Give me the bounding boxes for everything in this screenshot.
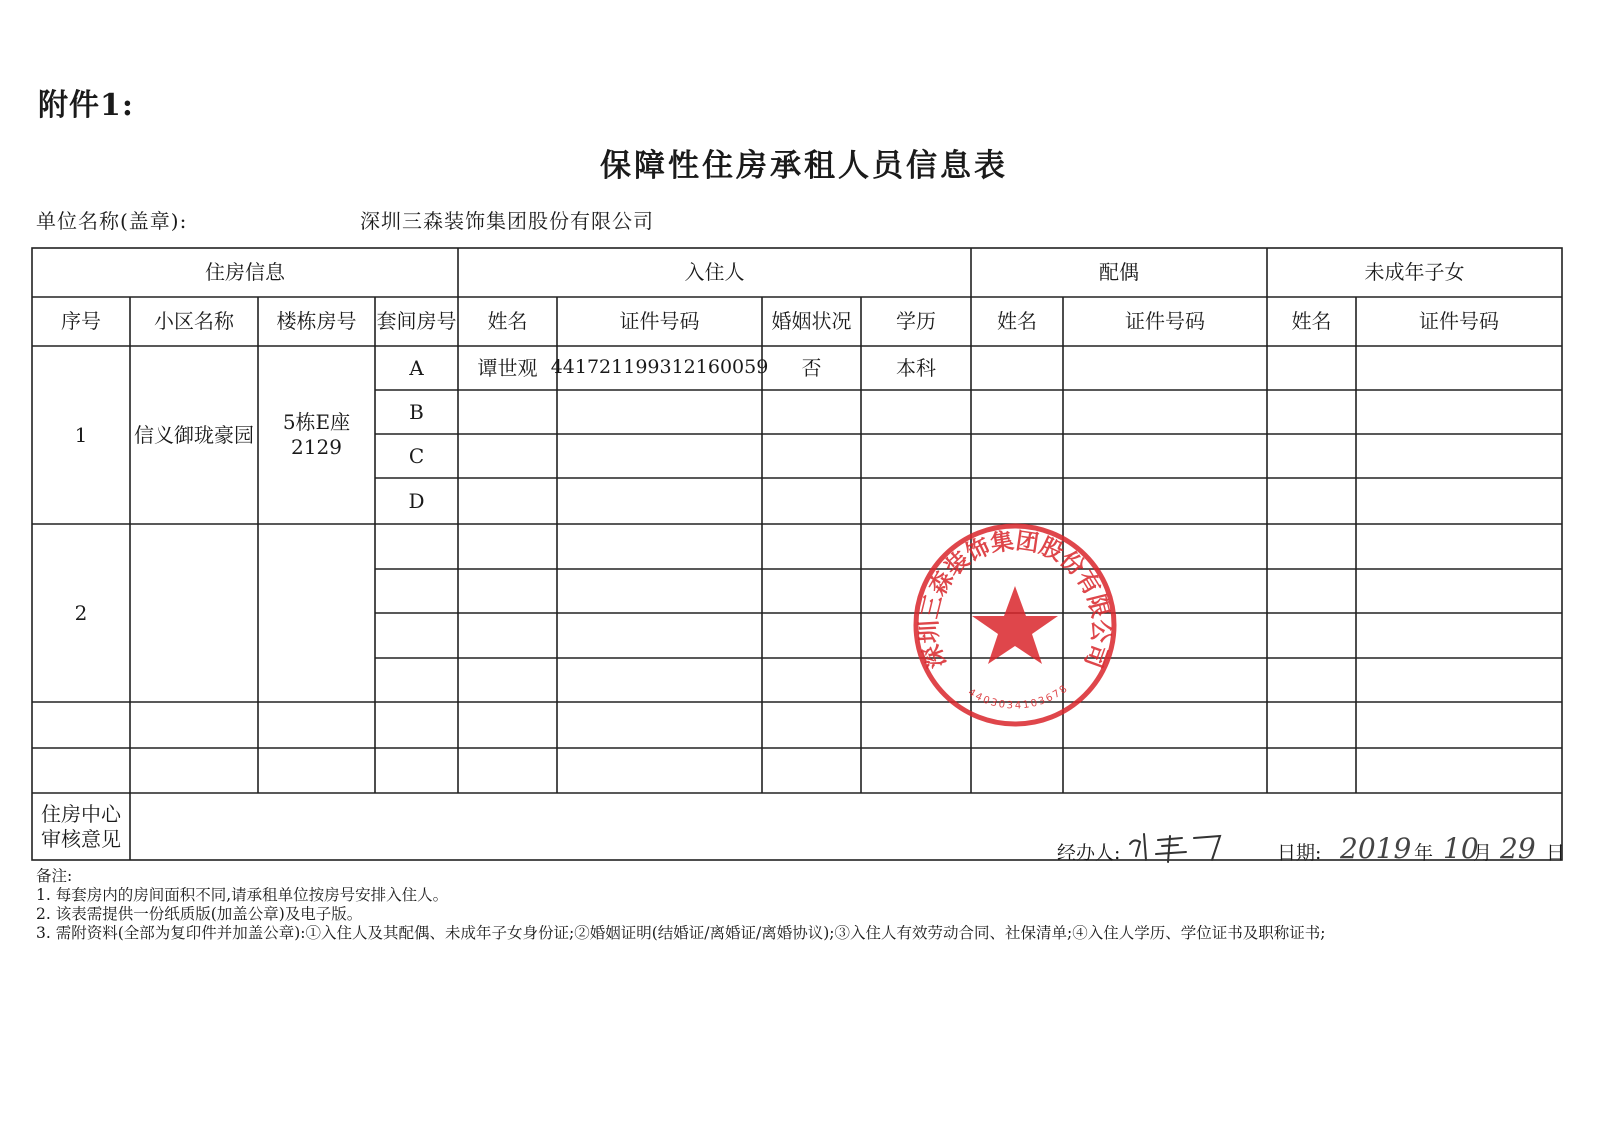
- group-tenant: 入住人: [684, 260, 745, 284]
- header-tenant-id: 证件号码: [619, 309, 700, 333]
- record-2-seq: 2: [74, 600, 88, 625]
- group-housing-info: 住房信息: [205, 260, 285, 284]
- note-item-3: 3. 需附资料(全部为复印件并加盖公章):①入住人及其配偶、未成年子女身份证;②婚姻证明(结婚证/离婚证/离婚协议);③入住人有效劳动合同、社保清单;④入住人学历、学位证书及职称证书;: [36, 924, 1326, 942]
- unit-name-label: 单位名称(盖章):: [36, 209, 188, 233]
- tenant-marital-status: 否: [801, 355, 822, 380]
- header-child-name: 姓名: [1291, 309, 1332, 333]
- note-item-1: 1. 每套房内的房间面积不同,请承租单位按房号安排入住人。: [36, 886, 449, 904]
- header-child-id: 证件号码: [1419, 309, 1499, 333]
- signer-label: 经办人:: [1057, 842, 1121, 864]
- notes-heading: 备注:: [36, 867, 73, 885]
- date-label: 日期:: [1277, 842, 1322, 864]
- record-1-building-room: 5栋E座2129: [282, 410, 351, 459]
- date-day-unit: 日: [1546, 842, 1566, 864]
- suite-c: C: [408, 443, 425, 468]
- handwritten-signature: [1124, 826, 1234, 866]
- date-year: 2019: [1340, 832, 1412, 865]
- company-seal: [910, 520, 1120, 730]
- header-marital-status: 婚姻状况: [771, 309, 852, 333]
- suite-d: D: [408, 488, 425, 513]
- attachment-label: 附件1:: [38, 88, 134, 123]
- unit-name-value: 深圳三森装饰集团股份有限公司: [360, 209, 654, 233]
- date-year-unit: 年: [1414, 842, 1434, 864]
- header-seq: 序号: [61, 309, 101, 333]
- group-spouse: 配偶: [1099, 260, 1139, 284]
- record-1-seq: 1: [74, 422, 88, 447]
- header-community: 小区名称: [154, 309, 234, 333]
- tenant-education: 本科: [896, 355, 936, 380]
- header-tenant-name: 姓名: [487, 309, 528, 333]
- header-suite: 套间房号: [376, 309, 457, 333]
- seal-text: 深圳三森装饰集团股份有限公司: [915, 527, 1115, 672]
- header-building-room: 楼栋房号: [276, 309, 357, 333]
- date-month: 10: [1443, 832, 1479, 865]
- note-item-2: 2. 该表需提供一份纸质版(加盖公章)及电子版。: [36, 905, 363, 923]
- tenant-id-number: 441721199312160059: [550, 356, 769, 379]
- notes-section: [36, 867, 1546, 943]
- star-icon: [972, 586, 1058, 664]
- suite-b: B: [409, 399, 424, 424]
- header-spouse-name: 姓名: [997, 309, 1037, 333]
- group-minor-children: 未成年子女: [1364, 260, 1465, 284]
- document-title: 保障性住房承租人员信息表: [600, 148, 1008, 184]
- review-opinion-label: 住房中心审核意见: [41, 801, 121, 851]
- date-day: 29: [1500, 832, 1536, 865]
- suite-a: A: [409, 355, 424, 380]
- header-education: 学历: [896, 309, 936, 333]
- tenant-name: 谭世观: [477, 355, 538, 380]
- seal-number: 4403034103678: [965, 682, 1071, 712]
- header-spouse-id: 证件号码: [1125, 309, 1205, 333]
- date-month-unit: 月: [1473, 842, 1493, 864]
- record-1-community: 信义御珑豪园: [134, 422, 254, 447]
